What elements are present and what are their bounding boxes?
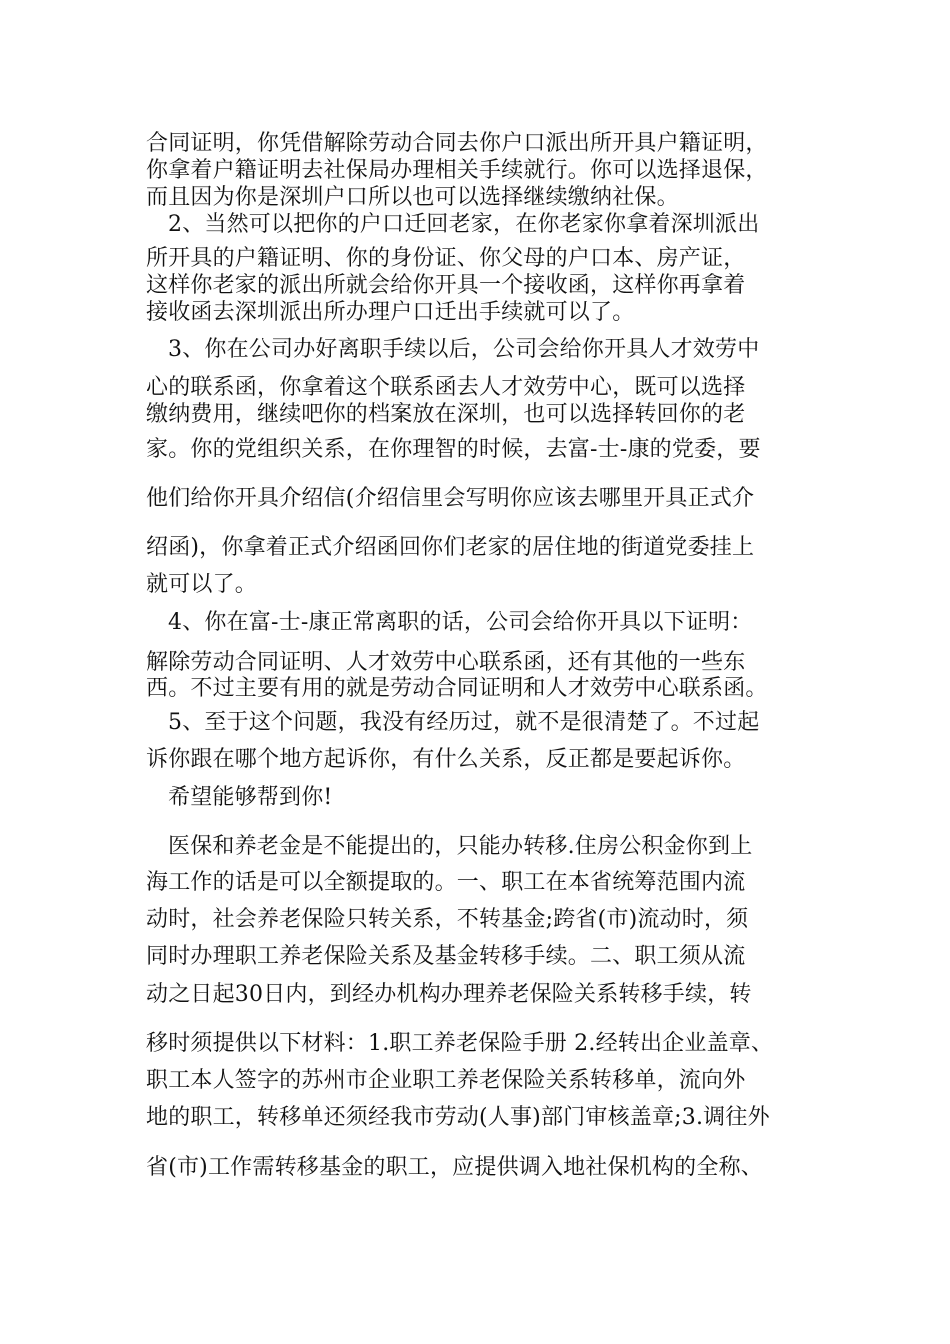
text-line: 诉你跟在哪个地方起诉你，有什么关系，反正都是要起诉你。 [146, 747, 746, 772]
text-line: 西。不过主要有用的就是劳动合同证明和人才效劳中心联系函。 [146, 676, 768, 701]
text-line: 4、你在富-士-康正常离职的话，公司会给你开具以下证明： [168, 610, 753, 635]
text-line: 解除劳动合同证明、人才效劳中心联系函，还有其他的一些东 [146, 650, 746, 675]
text-line: 移时须提供以下材料：1.职工养老保险手册 2.经转出企业盖章、 [146, 1031, 774, 1056]
text-line: 同时办理职工养老保险关系及基金转移手续。二、职工须从流 [146, 944, 746, 969]
text-line: 而且因为你是深圳户口所以也可以选择继续缴纳社保。 [146, 185, 679, 210]
text-line: 就可以了。 [146, 572, 258, 597]
text-line: 海工作的话是可以全额提取的。一、职工在本省统筹范围内流 [146, 870, 746, 895]
text-line: 地的职工，转移单还须经我市劳动(人事)部门审核盖章;3.调往外 [146, 1105, 770, 1130]
text-line: 你拿着户籍证明去社保局办理相关手续就行。你可以选择退保， [146, 158, 768, 183]
text-line: 所开具的户籍证明、你的身份证、你父母的户口本、房产证， [146, 246, 746, 271]
text-line: 希望能够帮到你! [168, 785, 333, 810]
text-line: 职工本人签字的苏州市企业职工养老保险关系转移单，流向外 [146, 1068, 746, 1093]
text-line: 他们给你开具介绍信(介绍信里会写明你应该去哪里开具正式介 [146, 486, 755, 511]
text-line: 医保和养老金是不能提出的，只能办转移.住房公积金你到上 [168, 834, 753, 859]
text-line: 这样你老家的派出所就会给你开具一个接收函，这样你再拿着 [146, 273, 746, 298]
text-line: 动时，社会养老保险只转关系，不转基金;跨省(市)流动时，须 [146, 907, 749, 932]
text-line: 3、你在公司办好离职手续以后，公司会给你开具人才效劳中 [168, 337, 760, 362]
text-line: 家。你的党组织关系，在你理智的时候，去富-士-康的党委，要 [146, 437, 761, 462]
text-line: 缴纳费用，继续吧你的档案放在深圳，也可以选择转回你的老 [146, 402, 746, 427]
text-line: 动之日起30日内，到经办机构办理养老保险关系转移手续，转 [146, 982, 752, 1007]
text-line: 5、至于这个问题，我没有经历过，就不是很清楚了。不过起 [168, 710, 760, 735]
text-line: 接收函去深圳派出所办理户口迁出手续就可以了。 [146, 300, 635, 325]
text-line: 2、当然可以把你的户口迁回老家，在你老家你拿着深圳派出 [168, 212, 760, 237]
text-line: 绍函)，你拿着正式介绍函回你们老家的居住地的街道党委挂上 [146, 535, 755, 560]
text-line: 合同证明，你凭借解除劳动合同去你户口派出所开具户籍证明， [146, 131, 768, 156]
text-line: 心的联系函，你拿着这个联系函去人才效劳中心，既可以选择 [146, 375, 746, 400]
text-line: 省(市)工作需转移基金的职工，应提供调入地社保机构的全称、 [146, 1155, 763, 1180]
